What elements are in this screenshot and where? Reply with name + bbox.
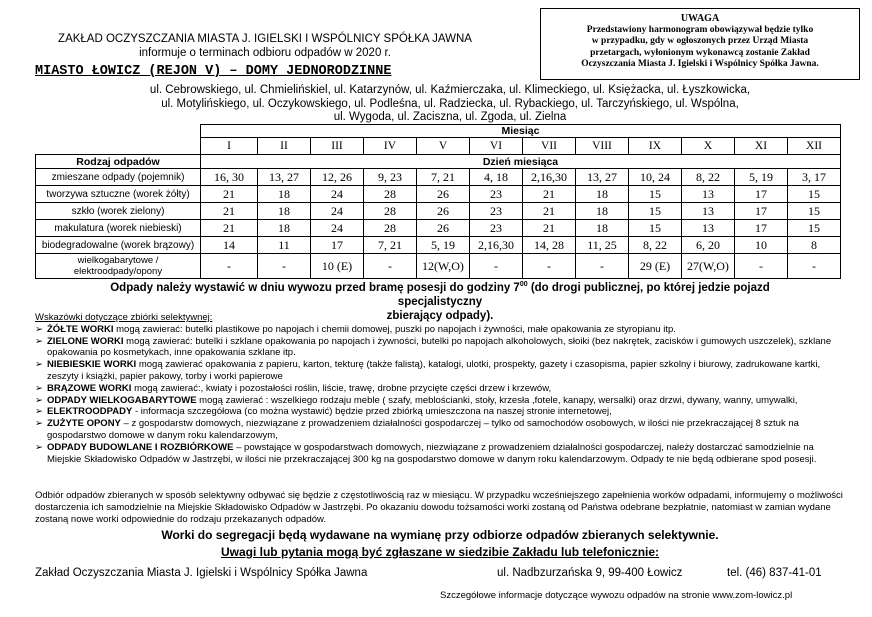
tip-item [35,442,850,466]
tip-text: mogą zawierać: butelki i szklane opakowania po napojach i żywności, butelki po napojach alkoholowych, słoiki (bez nakrętek, zacisków i gumowych uszczelek), szklane opakowania po kosmetykach, inne opakowania szklane itp. [47,335,832,359]
footer-company: Zakład Oczyszczania Miasta J. Igielski i Wspólnicy Spółka Jawna [35,567,368,579]
day-cell: 3, 17 [788,169,841,186]
day-cell: - [788,254,841,279]
day-cell: 28 [364,203,417,220]
day-cell: 10 (E) [311,254,364,279]
tip-text: mogą zawierać: butelki plastikowe po napojach i chemii domowej, puszki po napojach i żywności, małe opakowania ze styropianu itp. [113,323,676,335]
day-cell: 13 [682,203,735,220]
day-cell: 27(W,O) [682,254,735,279]
table-row [36,220,841,237]
notice-line: Oczyszczania Miasta J. Igielski i Wspólnicy Spółka Jawna. [581,59,819,69]
arrow-bullet-icon: ➢ [35,323,43,335]
month-cell: I [201,138,258,155]
waste-type-header: Rodzaj odpadów [36,155,201,169]
day-cell: 13 [682,186,735,203]
day-cell: 15 [629,203,682,220]
tip-text: mogą zawierać:, kwiaty i pozostałości roślin, liście, trawę, drobne przycięte części drzew i krzewów, [131,382,552,394]
tip-heading: ZIELONE WORKI [47,335,124,347]
header-line1: ZAKŁAD OCZYSZCZANIA MIASTA J. IGIELSKI I WSPÓLNICY SPÓŁKA JAWNA [58,33,472,45]
day-cell: 15 [788,186,841,203]
day-cell: 14, 28 [523,237,576,254]
waste-type-label: zmieszane odpady (pojemnik) [36,169,201,186]
day-cell: 16, 30 [201,169,258,186]
day-cell: 8 [788,237,841,254]
day-cell: 24 [311,203,364,220]
day-cell: 17 [735,186,788,203]
day-cell: 21 [523,186,576,203]
day-cell: - [735,254,788,279]
day-cell: 13 [682,220,735,237]
tip-heading: NIEBIESKIE WORKI [47,359,137,371]
tip-item [35,395,850,407]
day-cell: 11 [258,237,311,254]
day-cell: 17 [735,203,788,220]
month-cell: V [417,138,470,155]
day-cell: - [364,254,417,279]
waste-type-label: makulatura (worek niebieski) [36,220,201,237]
waste-type-label: szkło (worek zielony) [36,203,201,220]
day-cell: 18 [258,203,311,220]
day-cell: 8, 22 [629,237,682,254]
schedule-table [35,124,841,279]
notice-box [540,8,860,80]
street-line: ul. Wygoda, ul. Zaciszna, ul. Zgoda, ul. Zielna [333,111,567,123]
day-cell: 7, 21 [364,237,417,254]
day-cell: 28 [364,220,417,237]
day-cell: 7, 21 [417,169,470,186]
day-cell: 15 [788,203,841,220]
day-cell: - [258,254,311,279]
day-cell: 21 [523,203,576,220]
tip-text: mogą zawierać opakowania z papieru, karton, tekturę (także falistą), katalogi, ulotki, prospekty, gazety i czasopisma, papier szkolny i biurowy, zadrukowane kartki, zeszyty i książki, papier pakowy, torby i worki papierowe [47,359,821,382]
footer-address: ul. Nadbzurzańska 9, 99-400 Łowicz [497,567,683,579]
day-cell: 18 [258,186,311,203]
day-cell: 13, 27 [258,169,311,186]
table-row [36,169,841,186]
company-header [40,32,490,60]
arrow-bullet-icon: ➢ [35,406,43,418]
day-cell: 24 [311,186,364,203]
arrow-bullet-icon: ➢ [35,359,43,371]
month-cell: II [258,138,311,155]
footer-website: Szczegółowe informacje dotyczące wywozu odpadów na stronie www.zom-lowicz.pl [440,590,793,601]
table-row [36,203,841,220]
month-cell: VII [523,138,576,155]
arrow-bullet-icon: ➢ [35,418,43,430]
tip-item [35,383,850,395]
month-header: Miesiąc [201,125,841,138]
day-cell: - [523,254,576,279]
day-cell: 26 [417,220,470,237]
note-text: Odpady należy wystawić w dniu wywozu przed bramę posesji do godziny 7 [110,281,520,294]
day-cell: 12, 26 [311,169,364,186]
tip-text: – powstające w gospodarstwach domowych, niezwiązane z prowadzeniem działalności gospodarczej, należy dostarczać samodzielnie na Miejskie Składowisko Odpadów w Jastrzębi, w ilości nie przekraczającej 300 kg na gospodarstwo domowe w danym roku kalendarzowym. Odpady te nie będą odbierane spod posesji. [47,441,817,465]
tips-title: Wskazówki dotyczące zbiórki selektywnej: [35,312,213,323]
month-cell: XII [788,138,841,155]
month-cell: IX [629,138,682,155]
month-cell: VI [470,138,523,155]
tip-item [35,406,850,418]
day-cell: 6, 20 [682,237,735,254]
header-line2: informuje o terminach odbioru odpadów w 2020 r. [139,47,391,59]
day-cell: 18 [576,186,629,203]
tips-section [35,312,850,465]
day-cell: - [201,254,258,279]
notice-line: w przypadku, gdy w ogłoszonych przez Urząd Miasta [591,36,809,46]
notice-line: przetargach, wyłonionym wykonawcą zostanie Zakład [590,47,810,58]
day-cell: 4, 18 [470,169,523,186]
notice-line: Przedstawiony harmonogram obowiązywał będzie tylko [586,24,814,35]
tip-text: mogą zawierać : wszelkiego rodzaju meble ( szafy, meblościanki, stoły, krzesła ,fotele, kanapy, wersalki) oraz drzwi, dywany, wanny, umywalki, [196,394,798,406]
day-cell: 21 [201,203,258,220]
tip-text: – z gospodarstw domowych, niezwiązane z prowadzeniem działalności gospodarczej – tylko od samochodów osobowych, w ilości nie przekraczającej 8 sztuk na gospodarstwo domowe w danym roku kalendarzowym, [47,418,799,441]
day-cell: - [576,254,629,279]
day-cell: 10, 24 [629,169,682,186]
day-cell: 2,16,30 [470,237,523,254]
day-cell: 29 (E) [629,254,682,279]
waste-type-label: wielkogabarytowe / elektroodpady/opony [36,254,201,279]
region-title: MIASTO ŁOWICZ (REJON V) – DOMY JEDNORODZINNE [35,64,392,79]
day-cell: 12(W,O) [417,254,470,279]
day-cell: 21 [523,220,576,237]
arrow-bullet-icon: ➢ [35,394,43,406]
footer-phone: tel. (46) 837-41-01 [727,567,822,579]
day-cell: 14 [201,237,258,254]
street-line: ul. Motylińskiego, ul. Oczykowskiego, ul. Podleśna, ul. Radziecka, ul. Rybackiego, ul. Tarczyńskiego, ul. Wspólna, [161,97,739,110]
tip-item [35,336,850,360]
table-row [36,237,841,254]
day-header: Dzień miesiąca [201,155,841,169]
day-cell: 21 [201,220,258,237]
day-cell: 5, 19 [417,237,470,254]
month-cell: III [311,138,364,155]
note-text: zbierający odpady). [386,309,494,322]
day-cell: 17 [735,220,788,237]
day-cell: 15 [788,220,841,237]
waste-type-label: biodegradowalne (worek brązowy) [36,237,201,254]
month-cell: VIII [576,138,629,155]
tip-item [35,359,850,383]
day-cell: 8, 22 [682,169,735,186]
tip-heading: ŻÓŁTE WORKI [47,323,114,335]
bags-exchange-note: Worki do segregacji będą wydawane na wymianę przy odbiorze odpadów zbieranych selektywnie. [161,528,719,542]
table-row [36,186,841,203]
tip-heading: ODPADY WIELKOGABARYTOWE [47,394,197,406]
day-cell: 18 [258,220,311,237]
notice-title: UWAGA [680,13,720,24]
day-cell: 18 [576,220,629,237]
street-list [70,84,830,125]
note-sup: 00 [519,281,528,288]
day-cell: 11, 25 [576,237,629,254]
day-cell: 17 [311,237,364,254]
day-cell: 9, 23 [364,169,417,186]
month-cell: XI [735,138,788,155]
tip-item [35,418,850,442]
arrow-bullet-icon: ➢ [35,382,43,394]
day-cell: 2,16,30 [523,169,576,186]
day-cell: 23 [470,220,523,237]
day-cell: 21 [201,186,258,203]
street-line: ul. Cebrowskiego, ul. Chmielińskiel, ul. Katarzynów, ul. Kaźmierczaka, ul. Klimeckiego, ul. Księżacka, ul. Łyszkowicka, [149,84,751,96]
day-cell: 15 [629,186,682,203]
day-cell: 24 [311,220,364,237]
tip-heading: ODPADY BUDOWLANE I ROZBIÓRKOWE [47,441,234,453]
tip-text: - informacja szczegółowa (co można wystawić) będzie przed zbiórką umieszczona na naszej stronie internetowej, [132,406,612,418]
day-cell: 15 [629,220,682,237]
day-cell: 5, 19 [735,169,788,186]
arrow-bullet-icon: ➢ [35,335,43,347]
table-row [36,254,841,279]
day-cell: 10 [735,237,788,254]
tip-heading: BRĄZOWE WORKI [47,382,132,394]
day-cell: 23 [470,186,523,203]
day-cell: - [470,254,523,279]
collection-info: Odbiór odpadów zbieranych w sposób selektywny odbywać się będzie z częstotliwością raz w miesiącu. W przypadku wcześniejszego zapełnienia worków odpadami, informujemy o możliwości dostarczenia ich samodzielnie na Miejskie Składowisko Odpadów w Jastrzębi. Po okazaniu dowodu tożsamości worki zostaną od Państwa odebrane bezpłatnie, natomiast w zamian wydane zostaną nowe worki odpowiednie do rodzaju przekazanych odpadów. [35,490,843,525]
note-text: (do drogi publicznej, po której jedzie pojazd specjalistyczny [397,281,770,308]
tip-heading: ELEKTROODPADY [47,406,133,418]
month-cell: X [682,138,735,155]
tip-item [35,324,850,336]
day-cell: 18 [576,203,629,220]
day-cell: 23 [470,203,523,220]
arrow-bullet-icon: ➢ [35,441,43,453]
waste-type-label: tworzywa sztuczne (worek żółty) [36,186,201,203]
month-cell: IV [364,138,417,155]
contact-note: Uwagi lub pytania mogą być zgłaszane w siedzibie Zakładu lub telefonicznie: [220,545,660,559]
day-cell: 26 [417,186,470,203]
day-cell: 26 [417,203,470,220]
tip-heading: ZUŻYTE OPONY [47,418,121,430]
day-cell: 28 [364,186,417,203]
day-cell: 13, 27 [576,169,629,186]
